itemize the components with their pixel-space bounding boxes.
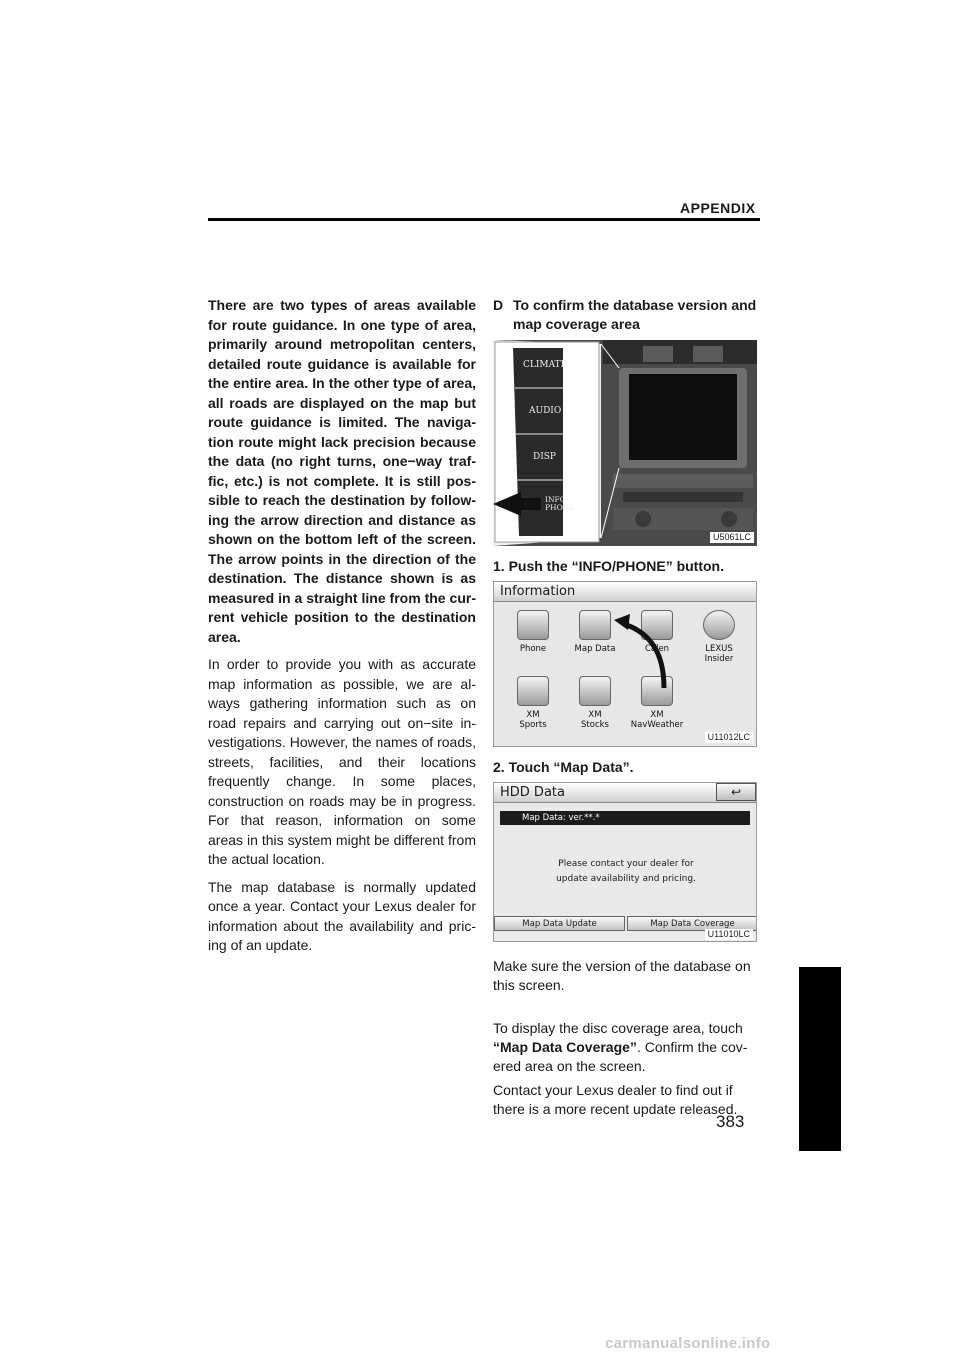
runner-icon xyxy=(517,676,549,706)
step-1: 1. Push the “INFO/PHONE” button. xyxy=(493,558,724,574)
app-label: XM xyxy=(526,710,540,720)
pointer-arrow-icon xyxy=(612,610,672,690)
coverage-note xyxy=(493,1019,759,1076)
figure-tag: U11012LC xyxy=(705,732,753,743)
info-phone-button xyxy=(545,496,575,512)
map-data-icon xyxy=(579,610,611,640)
intro-paragraph: There are two types of areas available for route guidance. In one type of area, primarily around metropolitan centers, detailed route guidance is available for the entire area. In the other type of area, all roads are displayed on the map but route guidance is limited. The naviga-tion route might lack precision because the data (no right turns, one−way traf-fic, etc.) is not complete. It is still pos-sible to reach the destination by follow-ing the arrow direction and distance as shown on the bottom left of the screen. The arrow points in the direction of the destination. The distance shown is as measured in a straight line from the cur-rent vehicle position to the destination area. xyxy=(208,297,476,645)
app-label: Map Data xyxy=(574,644,616,654)
app-label: XM xyxy=(650,710,664,720)
screen-title: Information xyxy=(494,582,756,602)
phone-label: PHONE xyxy=(545,503,575,512)
coverage-note-text: To display the disc coverage area, touch xyxy=(493,1020,743,1036)
dashboard-photo xyxy=(493,340,757,546)
dealer-message-line-2: update availability and pricing. xyxy=(556,874,696,884)
back-button[interactable] xyxy=(716,783,756,801)
step-2: 2. Touch “Map Data”. xyxy=(493,759,634,775)
app-label: XM xyxy=(588,710,602,720)
phone-icon xyxy=(517,610,549,640)
section-tab xyxy=(799,967,841,1151)
figure-tag: U5061LC xyxy=(710,532,754,543)
bullet-heading xyxy=(493,296,763,334)
app-label: Calen xyxy=(644,644,670,654)
info-paragraph: In order to provide you with as accurate map information as possible, we are al-ways gathering information such as on road repairs and carrying out on−site in-vestigations. However, the names of roads, streets, facilities, and their locations frequently change. In some places, construction on roads may be in progress. For that reason, information on some areas in this system might be different from the actual location. xyxy=(208,656,476,867)
figure-tag: U11010LC xyxy=(705,929,753,940)
app-label: LEXUS xyxy=(705,644,733,654)
screen-title: HDD Data xyxy=(494,783,756,803)
information-screen xyxy=(493,581,757,747)
climate-button: CLIMATE xyxy=(523,360,568,370)
bullet-text: To confirm the database version and map coverage area xyxy=(513,297,757,332)
xm-sports-app-button[interactable] xyxy=(502,676,564,730)
dealer-note: Contact your Lexus dealer to find out if there is a more recent update released. xyxy=(493,1082,738,1117)
app-label-2: Sports xyxy=(519,720,547,730)
section-title: APPENDIX xyxy=(680,200,756,216)
app-label-2: Stocks xyxy=(581,720,609,730)
back-arrow-icon: ↩ xyxy=(730,785,742,799)
dealer-message-line-1: Please contact your dealer for xyxy=(558,859,694,869)
page-number: 383 xyxy=(716,1112,745,1131)
dashboard-illustration xyxy=(493,340,757,546)
info-label: INFO xyxy=(545,495,566,504)
phone-app-button[interactable] xyxy=(502,610,564,654)
lexus-logo-icon xyxy=(703,610,735,640)
app-label-2: Insider xyxy=(704,654,734,664)
stocks-chart-icon xyxy=(579,676,611,706)
map-data-coverage-button[interactable]: Map Data Coverage xyxy=(627,916,757,931)
hdd-data-screen xyxy=(493,782,757,942)
coverage-note-text-end: . Confirm the cov-ered area on the screen. xyxy=(493,1039,748,1074)
audio-button: AUDIO xyxy=(529,406,562,416)
app-label: Phone xyxy=(519,644,547,654)
map-data-update-button[interactable]: Map Data Update xyxy=(494,916,625,931)
bullet-mark: D xyxy=(493,297,504,313)
coverage-note-emphasis: “Map Data Coverage” xyxy=(493,1039,637,1055)
header-rule xyxy=(208,218,760,221)
left-column xyxy=(208,296,476,964)
version-note: Make sure the version of the database on this screen. xyxy=(493,958,751,993)
lexus-insider-app-button[interactable] xyxy=(688,610,750,664)
app-label-2: NavWeather xyxy=(630,720,684,730)
watermark: carmanualsonline.info xyxy=(605,1335,771,1352)
map-version: Map Data: ver.**.* xyxy=(500,811,750,825)
disp-button: DISP xyxy=(533,452,556,462)
update-paragraph: The map database is normally updated once a year. Contact your Lexus dealer for information about the availability and pric-ing of an update. xyxy=(208,878,476,953)
dealer-message xyxy=(534,857,718,887)
